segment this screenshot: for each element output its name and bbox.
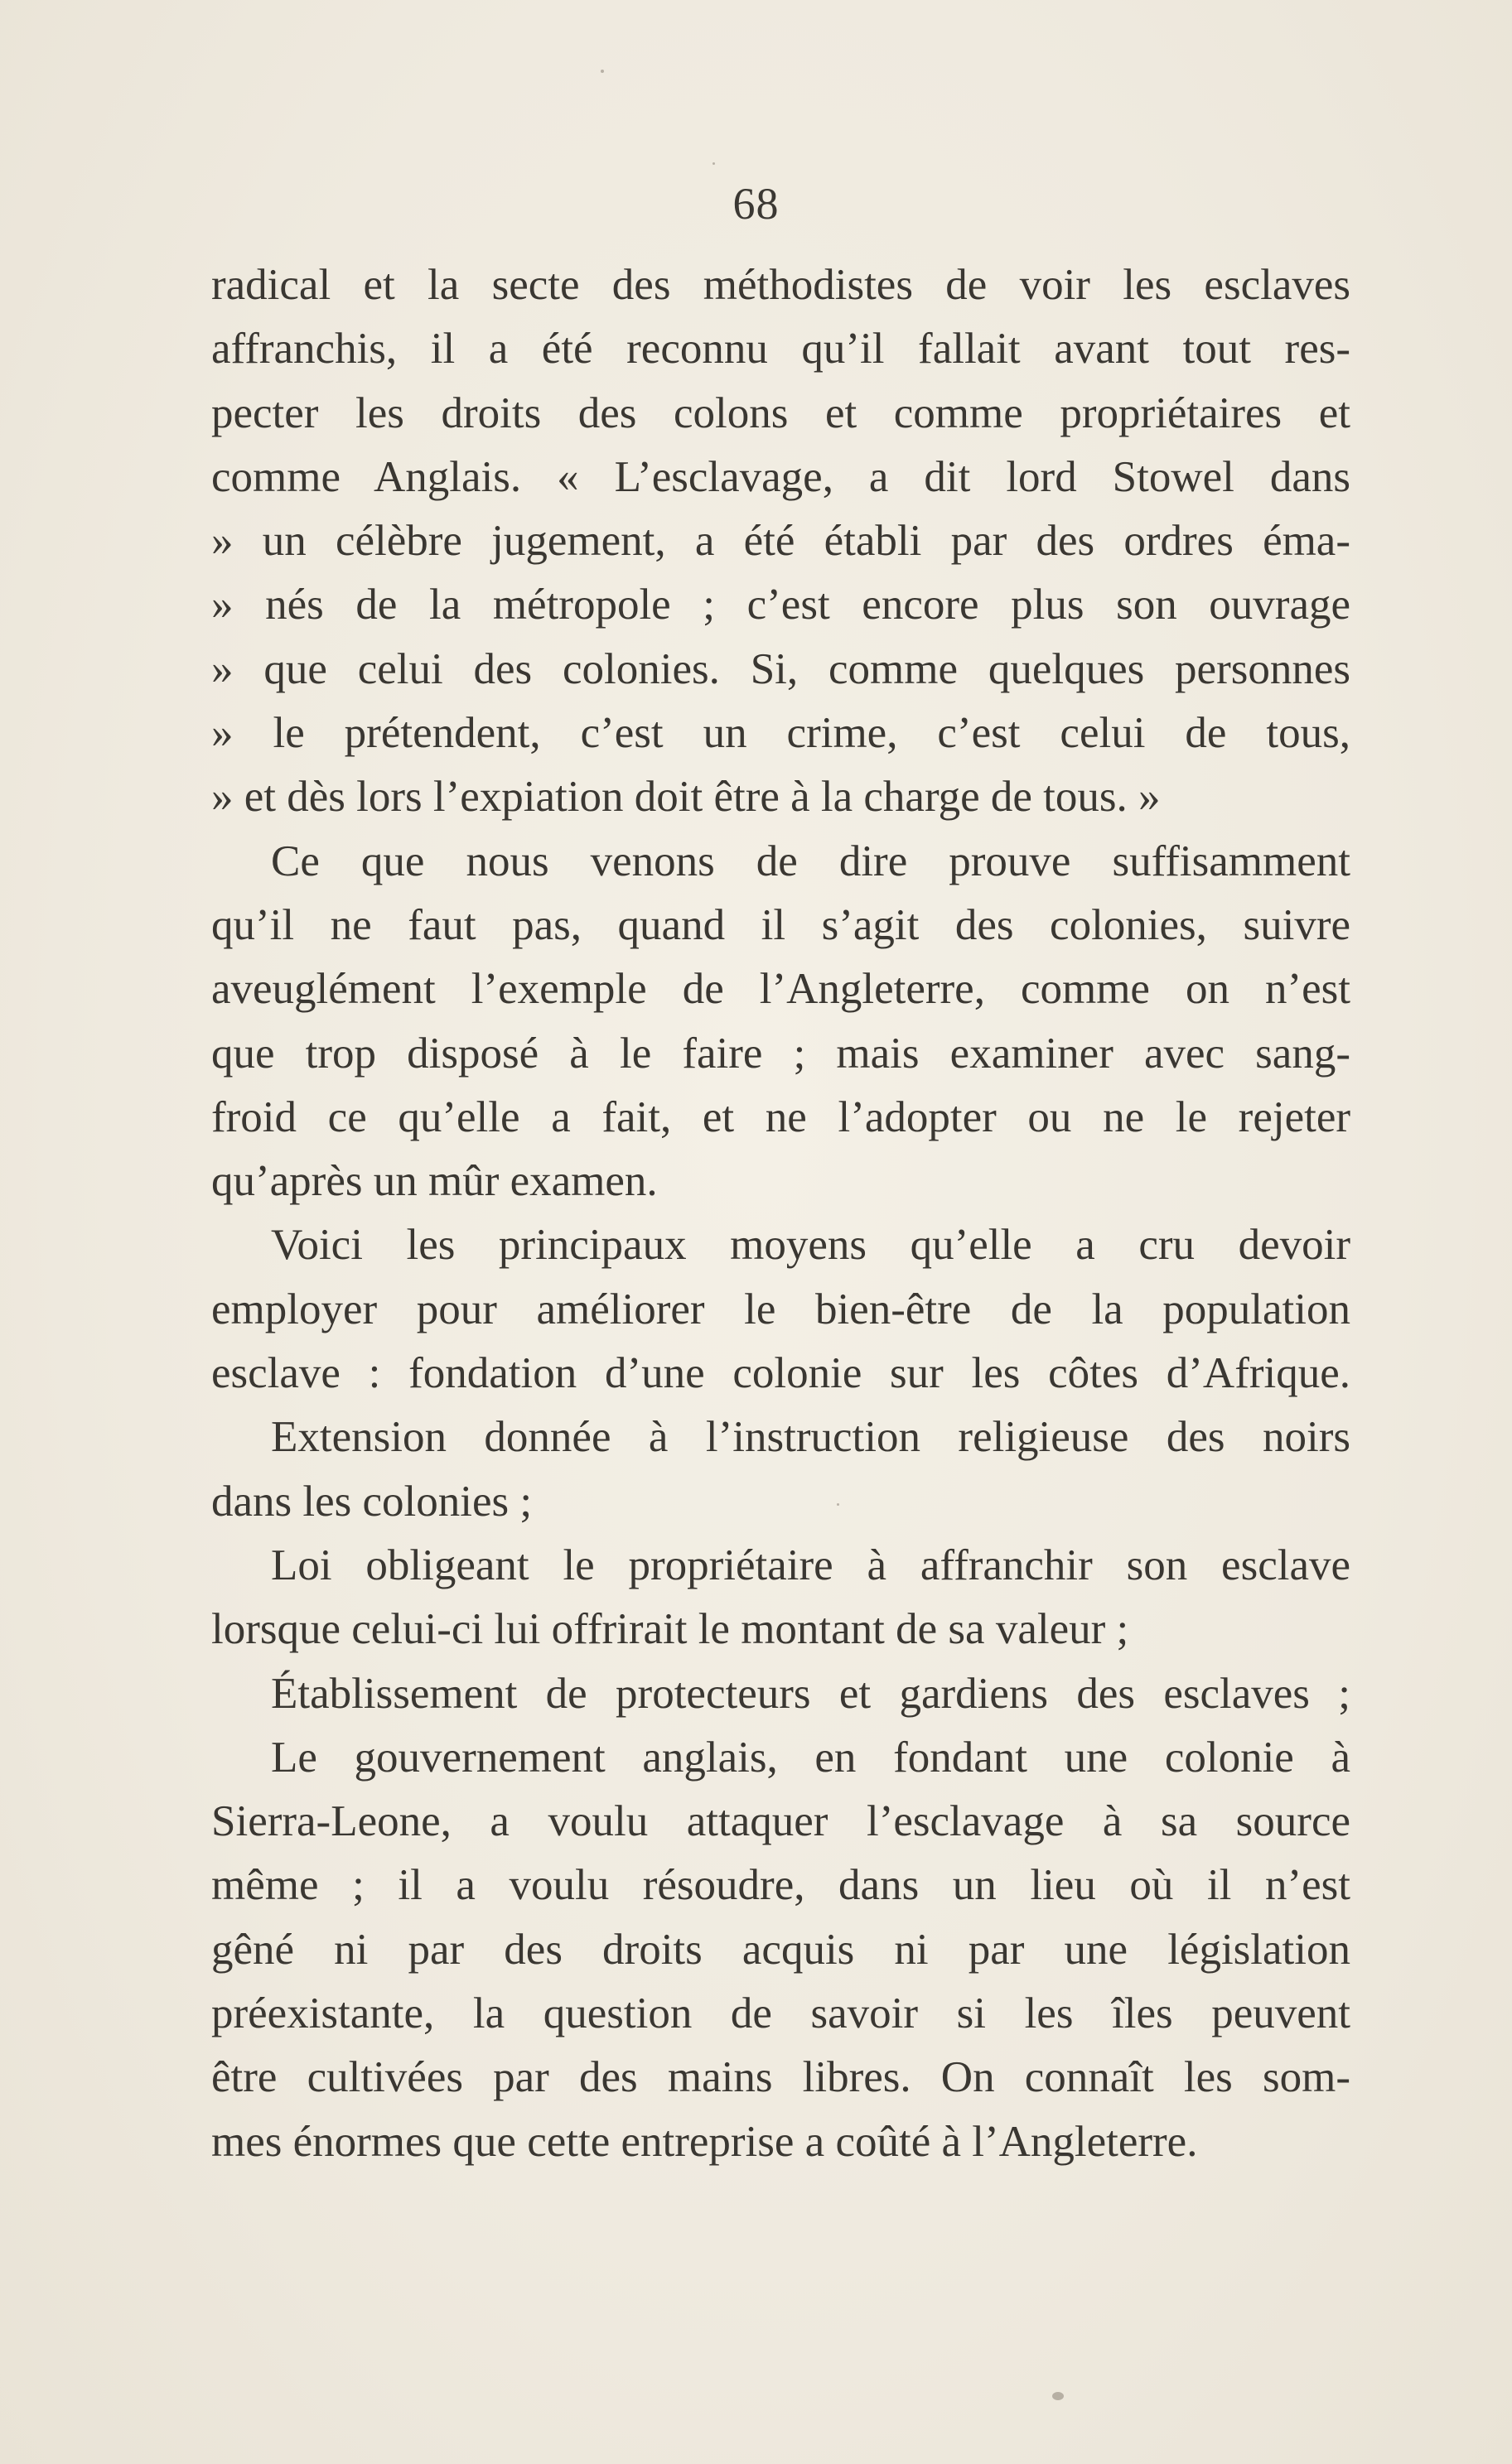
text-line: esclave : fondation d’une colonie sur les côtes d’Afrique. [211,1349,1350,1398]
text-line: mes énormes que cette entreprise a coûté à l’Angleterre. [211,2117,1198,2166]
text-line: pecter les droits des colons et comme propriétaires et [211,388,1350,437]
text-line: » le prétendent, c’est un crime, c’est celui de tous, [211,709,1350,758]
text-line: être cultivées par des mains libres. On connaît les som- [211,2053,1350,2102]
text-line: lorsque celui-ci lui offrirait le montant de sa valeur ; [211,1605,1129,1654]
text-line: Loi obligeant le propriétaire à affranchir son esclave [271,1541,1350,1589]
text-line: froid ce qu’elle a fait, et ne l’adopter ou ne le rejeter [211,1092,1350,1141]
text-line: comme Anglais. « L’esclavage, a dit lord Stowel dans [211,452,1350,501]
text-line: aveuglément l’exemple de l’Angleterre, comme on n’est [211,965,1350,1014]
text-line: préexistante, la question de savoir si les îles peuvent [211,1989,1350,2038]
paper-speck [837,1503,839,1506]
text-line: Le gouvernement anglais, en fondant une colonie à [271,1733,1350,1782]
text-line: même ; il a voulu résoudre, dans un lieu où il n’est [211,1861,1350,1910]
paper-speck [1052,2392,1064,2400]
text-line: affranchis, il a été reconnu qu’il fallait avant tout res- [211,325,1350,374]
text-line: » nés de la métropole ; c’est encore plus son ouvrage [211,581,1350,629]
text-line: » un célèbre jugement, a été établi par des ordres éma- [211,517,1350,566]
text-line: Sierra-Leone, a voulu attaquer l’esclavage à sa source [211,1797,1350,1846]
text-line: gêné ni par des droits acquis ni par une législation [211,1925,1350,1974]
text-line: qu’il ne faut pas, quand il s’agit des colonies, suivre [211,900,1350,949]
text-line: radical et la secte des méthodistes de voir les esclaves [211,261,1350,309]
text-line: Voici les principaux moyens qu’elle a cru devoir [271,1221,1350,1270]
text-line: Établissement de protecteurs et gardiens des esclaves ; [271,1669,1350,1718]
text-line: dans les colonies ; [211,1477,533,1526]
text-line: Ce que nous venons de dire prouve suffisamment [271,837,1350,885]
text-line: » que celui des colonies. Si, comme quelques personnes [211,644,1350,693]
paper-speck [601,70,604,73]
body-text [211,253,1350,2174]
text-line: employer pour améliorer le bien-être de la population [211,1285,1350,1333]
text-line: Extension donnée à l’instruction religieuse des noirs [271,1413,1350,1462]
page-number: 68 [732,179,780,229]
text-line: que trop disposé à le faire ; mais examiner avec sang- [211,1029,1350,1078]
text-line: qu’après un mûr examen. [211,1157,658,1206]
paper-speck [713,162,715,165]
text-line: » et dès lors l’expiation doit être à la charge de tous. » [211,773,1161,822]
